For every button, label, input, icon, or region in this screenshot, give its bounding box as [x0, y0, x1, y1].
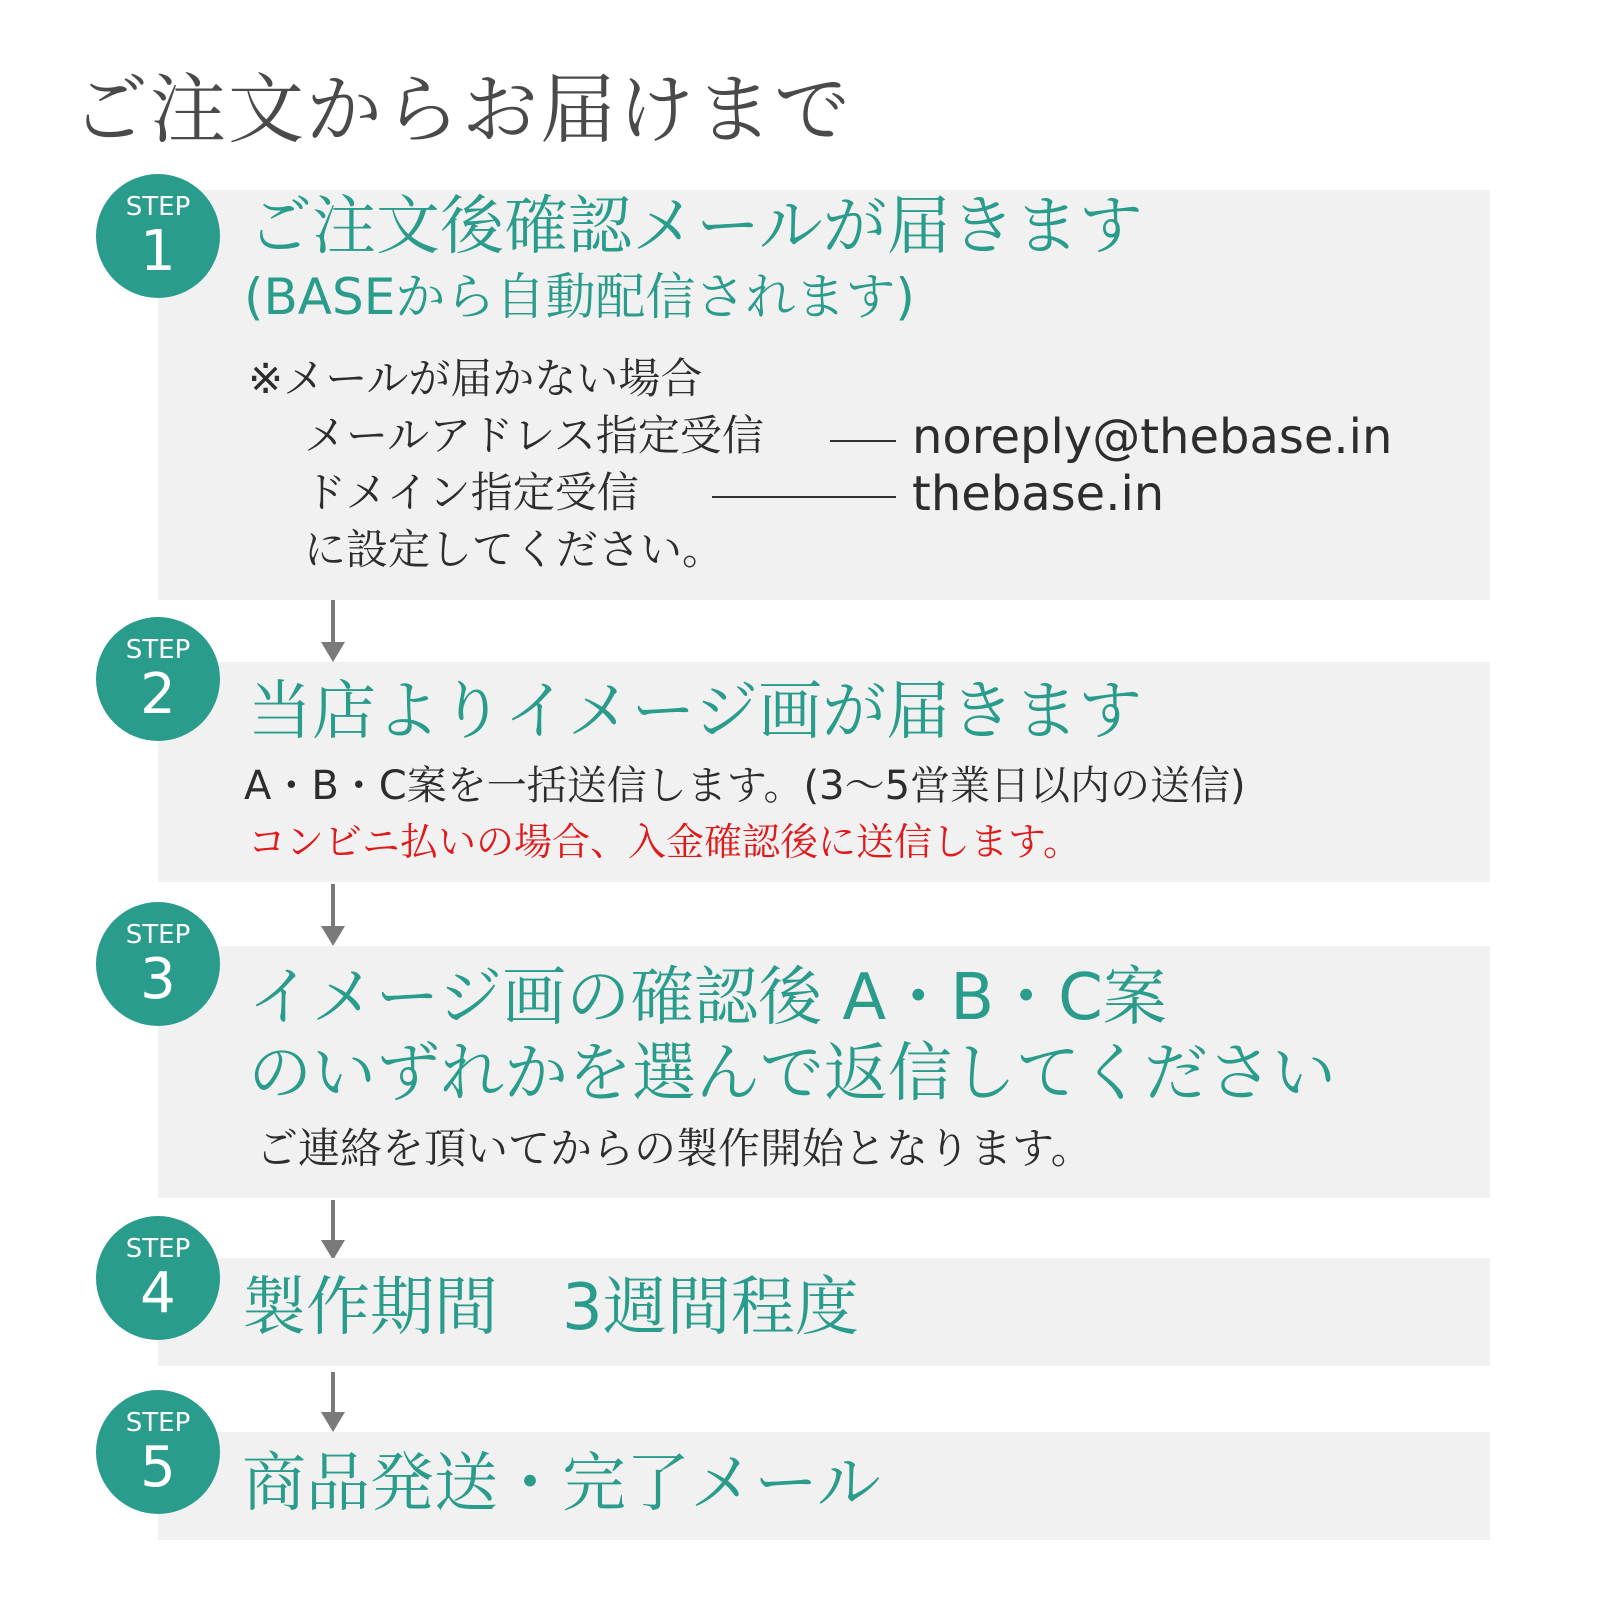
step-1-badge-label: STEP	[125, 192, 191, 222]
step-1-note-outro: に設定してください。	[304, 525, 725, 574]
step-3-badge-label: STEP	[125, 920, 191, 950]
step-arrow-4	[321, 1372, 345, 1432]
step-arrow-3	[321, 1200, 345, 1260]
step-5-badge-label: STEP	[125, 1408, 191, 1438]
step-3-heading-line-2: のいずれかを選んで返信してください	[248, 1037, 1336, 1111]
step-1-badge-number: 1	[140, 219, 176, 284]
step-arrow-1	[321, 600, 345, 662]
step-1-address-value: noreply@thebase.in	[912, 409, 1393, 465]
step-1-domain-label: ドメイン指定受信	[304, 468, 639, 517]
step-1-heading: ご注文後確認メールが届きます	[248, 190, 1143, 264]
step-1-domain-dash	[712, 496, 896, 498]
step-3-badge-number: 3	[140, 947, 176, 1012]
step-5-badge-number: 5	[140, 1435, 176, 1500]
step-3-badge	[96, 902, 220, 1026]
step-1-address-label: メールアドレス指定受信	[304, 411, 764, 460]
page-title: ご注文からお届けまで	[72, 65, 852, 154]
step-2-warning: コンビニ払いの場合、入金確認後に送信します。	[248, 820, 1081, 864]
step-1-domain-value: thebase.in	[912, 466, 1165, 522]
step-2-heading: 当店よりイメージ画が届きます	[248, 675, 1143, 749]
step-2-badge	[96, 617, 220, 741]
step-4-badge-label: STEP	[125, 1234, 191, 1264]
step-1-note-intro: ※メールが届かない場合	[248, 354, 703, 403]
step-2-body: A・B・C案を一括送信します。(3〜5営業日以内の送信)	[244, 763, 1246, 809]
step-3-heading-line-1: イメージ画の確認後 A・B・C案	[248, 961, 1167, 1035]
step-4-badge-number: 4	[140, 1261, 176, 1326]
step-1-address-dash	[830, 440, 896, 442]
step-2-badge-number: 2	[140, 662, 176, 727]
step-1-subheading: (BASEから自動配信されます)	[244, 268, 915, 326]
step-4-heading: 製作期間 3週間程度	[242, 1271, 859, 1345]
step-3-body: ご連絡を頂いてからの製作開始となります。	[256, 1124, 1093, 1173]
step-5-heading: 商品発送・完了メール	[242, 1447, 881, 1521]
step-1-badge	[96, 174, 220, 298]
step-5-badge	[96, 1390, 220, 1514]
step-arrow-2	[321, 884, 345, 946]
step-4-badge	[96, 1216, 220, 1340]
step-2-badge-label: STEP	[125, 635, 191, 665]
